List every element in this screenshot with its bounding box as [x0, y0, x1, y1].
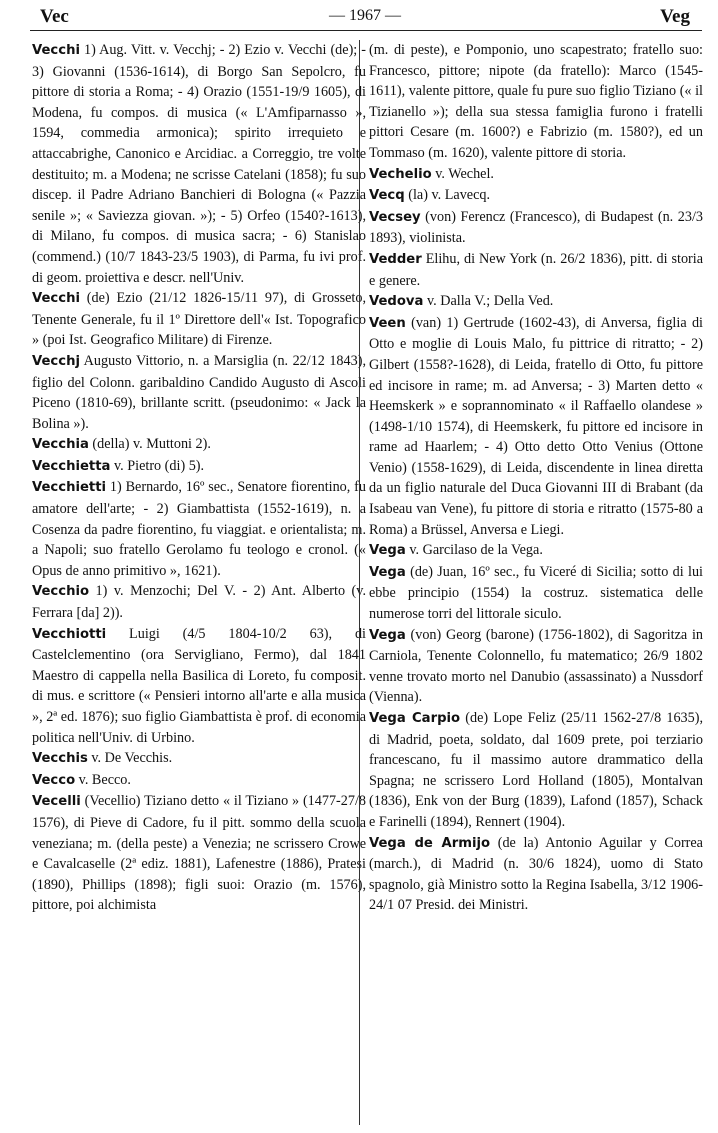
entry-text: v. De Vecchis.	[87, 750, 173, 767]
entry-headword: Vecelli	[32, 794, 81, 810]
entry-headword: Vega Carpio	[369, 711, 461, 726]
header-left-catchword: Vec	[40, 6, 69, 27]
entry-headword: Vecco	[32, 772, 76, 788]
entry-headword: Vecchietti	[32, 480, 107, 496]
dictionary-entry	[32, 477, 370, 581]
entry-headword: Vedova	[369, 294, 424, 310]
entry-text: v. Dalla V.; Della Ved.	[423, 293, 554, 310]
entry-headword: Vecchi	[32, 291, 80, 307]
entry-text: v. Garcilaso de la Vega.	[405, 542, 543, 559]
entry-text: Luigi (4/5 1804-10/2 63), di Castelclementino (ora Servigliano, Fermo), dal 1841 Maestro di cappella nella Basilica di Loreto, fu composit. di mus. e scrittore (« Pensieri intorno all'arte e alla musica », 2ª ed. 1876); suo figlio Giambattista è prof. di economia politica nell'Univ. di Urbino.	[32, 625, 370, 746]
entry-text: (von) Georg (barone) (1756-1802), di Sagoritza in Carniola, Tenente Colonnello, fu matematico; 26/9 1802 venne trovato morto nel Danubio (assassinato) a Nussdorf (Vienna).	[369, 626, 707, 706]
dictionary-entry	[32, 288, 370, 351]
entry-text: Augusto Vittorio, n. a Marsiglia (n. 22/12 1843), figlio del Colonn. garibaldino Candido Augusto di Ascoli Piceno (1810-69), brillante scritt. (pseudonimo: « Jack la Bolina »).	[32, 352, 370, 432]
entry-text: (von) Ferencz (Francesco), di Budapest (n. 23/3 1893), violinista.	[369, 208, 707, 247]
entry-text: v. Pietro (di) 5).	[110, 457, 205, 474]
entry-text: (della) v. Muttoni 2).	[88, 436, 211, 453]
header-right-catchword: Veg	[660, 6, 690, 27]
entry-headword: Vega	[369, 543, 406, 559]
dictionary-entry	[369, 540, 703, 562]
dictionary-entry	[32, 624, 370, 749]
entry-text: (de) Lope Feliz (25/11 1562-27/8 1635), di Madrid, poeta, soldato, dal 1609 prete, poi terziario francescano, fu il massimo autore drammatico della Spagna; ne scrissero Lord Holland (1805), Montalvan (1836), Enk von der Burg (1839), Lafond (1857), Schack e Farinelli (1894), Rennert (1904).	[369, 710, 707, 830]
entry-headword: Vecchj	[32, 353, 80, 369]
dictionary-entry	[32, 581, 370, 623]
dictionary-entry	[32, 748, 366, 770]
entry-text: (Vecellio) Tiziano detto « il Tiziano » (1477-27/8 1576), di Pieve di Cadore, fu il pitt. sommo della scuola veneziana; m. (della peste) a Venezia; ne scrissero Crowe e Cavalcaselle (2ª ediz. 1881), Lafenestre (1886), Pratesi (1890), Phillips (1898); figli suoi: Orazio (m. 1576), pittore, poi alchimista	[32, 793, 370, 914]
entry-text: (van) 1) Gertrude (1602-43), di Anversa, figlia di Otto e moglie di Louis Malo, fu pittrice di ritratto; - 2) Gilbert (1558?-1628), di Leida, fratello di Otto, fu pittore ed incisore in rame; m. ad Anversa; - 3) Marten detto « Heemskerk » e soprannominato « il Raffaello olandese » (1498-1/10 1574), di Heemskerk, fu pittore ed incisore in rame ad Haarlem; - 4) Otto detto Otto Venius (Ottone Venio) (1558-1629), di Leida, discendente in linea diretta da un figlio naturale del Duca Giovanni III di Brabant (da Isabeau van Vene), fu pittore di storia e ritratto (1575-80 a Roma) a Brüssel, Anversa e Liegi.	[369, 314, 707, 538]
dictionary-entry	[369, 164, 703, 186]
dictionary-entry	[369, 207, 707, 249]
dictionary-entry	[369, 313, 707, 541]
entry-text: v. Becco.	[75, 771, 131, 788]
dictionary-entry	[369, 562, 707, 625]
page-number: — 1967 —	[329, 7, 401, 24]
entry-text: Elihu, di New York (n. 26/2 1836), pitt. di storia e genere.	[369, 250, 707, 289]
entry-headword: Vecchiotti	[32, 626, 107, 642]
dictionary-entry	[32, 40, 370, 288]
entry-text: (de) Ezio (21/12 1826-15/11 97), di Grosseto, Tenente Generale, fu il 1º Direttore dell'« Ist. Topografico » (poi Ist. Geografico Militare) di Firenze.	[32, 290, 370, 349]
entry-headword: Vega	[369, 564, 406, 580]
dictionary-entry	[369, 40, 707, 164]
entry-headword: Vecchi	[32, 43, 80, 58]
dictionary-entry	[32, 456, 366, 478]
entry-headword: Vecchio	[32, 584, 90, 600]
page-header	[30, 6, 700, 28]
entry-headword: Vedder	[369, 251, 422, 267]
column-divider	[359, 40, 360, 1125]
dictionary-entry	[369, 625, 707, 708]
entry-headword: Vecchia	[32, 437, 89, 453]
entry-text: (m. di peste), e Pomponio, uno scapestrato; fratello suo: Francesco, pittore; nipote (da fratello): Marco (1545-1611), valente pittore, quale fu pure suo figlio Tiziano (« il Tizianello »); della sua stessa famiglia furono i fratelli pittori Cesare (m. 1600?) e Fabrizio (m. 1580?), ed un Tommaso (m. 1620), valente pittore di storia.	[369, 42, 707, 161]
entry-headword: Vecchis	[32, 751, 88, 767]
entry-headword: Veen	[369, 315, 406, 331]
entry-text: 1) v. Menzochi; Del V. - 2) Ant. Alberto (v. Ferrara [da] 2)).	[32, 583, 370, 622]
dictionary-entry	[369, 185, 703, 207]
entry-headword: Vechelio	[369, 166, 432, 182]
entry-text: (de) Juan, 16º sec., fu Viceré di Sicilia; sotto di lui ebbe principio (1554) la costruz. sistematica delle numerose torri del littorale siculo.	[369, 563, 707, 623]
dictionary-entry	[32, 791, 370, 916]
entry-headword: Vecsey	[369, 209, 421, 225]
right-column	[369, 40, 707, 916]
header-rule	[30, 30, 702, 31]
dictionary-entry	[32, 351, 370, 434]
entry-text: (de la) Antonio Aguilar y Correa (march.), di Madrid (n. 30/6 1824), uomo di Stato spagnolo, già Ministro sotto la Regina Isabella, 3/12 1906-24/1 07 Presid. dei Ministri.	[369, 834, 707, 914]
entry-text: 1) Aug. Vitt. v. Vecchj; - 2) Ezio v. Vecchi (de); - 3) Giovanni (1536-1614), di Borgo San Sepolcro, fu pittore di storia a Roma; - 4) Orazio (1551-19/9 1605), di Modena, fu compos. di musica (« L'Amfiparnasso », 1594, commedia armonica); spirito irrequieto e attaccabrighe, Canonico e Arcidiac. a Correggio, tre volte destituito; m. a Modena; ne scrisse Catelani (1858); fu suo discep. il Padre Adriano Banchieri di Bologna (« Pazzia senile »; « Saviezza giovan. »); - 5) Orfeo (1540?-1613), di Milano, fu compos. di musica sacra; - 6) Stanislao (commend.) (10/7 1843-23/5 1903), di Parma, fu ivi prof. di geom. proiettiva e descr. nell'Univ.	[32, 42, 370, 286]
entry-text: 1) Bernardo, 16º sec., Senatore fiorentino, fu amatore dell'arte; - 2) Giambattista (1552-1619), n. a Cosenza da padre fiorentino, fu viaggiat. e orientalista; m. a Napoli; suo fratello Gerolamo fu teologo e cronol. (« Opus de anno primitivo », 1621).	[32, 479, 370, 579]
dictionary-entry	[369, 291, 703, 313]
entry-text: (la) v. Lavecq.	[404, 187, 491, 204]
left-column	[32, 40, 370, 916]
entry-headword: Vega	[369, 627, 406, 643]
entry-text: v. Wechel.	[431, 165, 494, 182]
dictionary-entry	[369, 249, 707, 291]
entry-headword: Vecchietta	[32, 458, 111, 474]
dictionary-entry	[369, 708, 707, 833]
dictionary-entry	[369, 833, 707, 916]
dictionary-entry	[32, 770, 366, 792]
entry-headword: Vega de Armijo	[369, 835, 491, 851]
entry-headword: Vecq	[369, 188, 405, 204]
dictionary-entry	[32, 434, 366, 456]
